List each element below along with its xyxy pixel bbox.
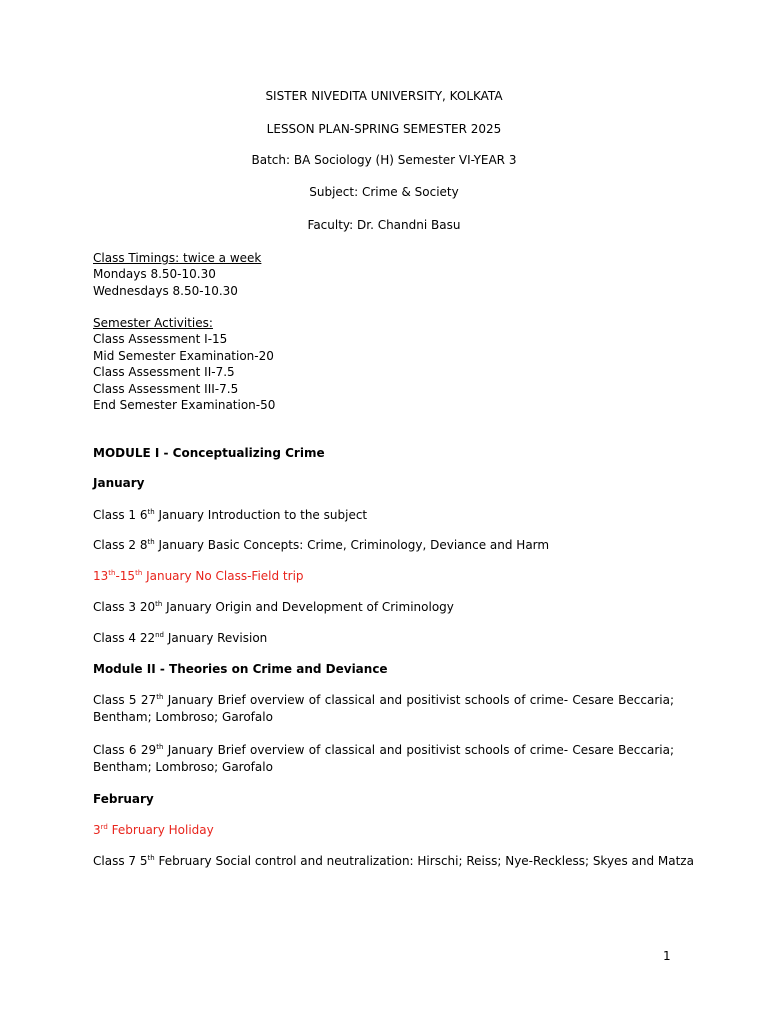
- batch-line: Batch: BA Sociology (H) Semester VI-YEAR 3: [251, 153, 517, 167]
- activity-line: Class Assessment III-7.5: [93, 382, 239, 396]
- timing-line: Wednesdays 8.50-10.30: [93, 284, 238, 298]
- field-trip-notice: 13th-15th January No Class-Field trip: [93, 569, 304, 583]
- page-number: 1: [663, 949, 671, 963]
- activity-line: Class Assessment II-7.5: [93, 365, 235, 379]
- month-february: February: [93, 792, 154, 806]
- class-6-entry: Class 6 29th January Brief overview of classical and positivist schools of crime- Cesare Beccaria; Bentham; Lombroso; Garofalo: [93, 743, 674, 774]
- timings-heading: Class Timings: twice a week: [93, 251, 262, 265]
- class-3-entry: Class 3 20th January Origin and Development of Criminology: [93, 600, 454, 614]
- activity-line: Mid Semester Examination-20: [93, 349, 274, 363]
- plan-title: LESSON PLAN-SPRING SEMESTER 2025: [266, 122, 502, 136]
- class-7-entry: Class 7 5th February Social control and neutralization: Hirschi; Reiss; Nye-Reckless; Skyes and Matza: [93, 854, 694, 868]
- activities-heading: Semester Activities:: [93, 316, 213, 330]
- activity-line: End Semester Examination-50: [93, 398, 276, 412]
- class-4-entry: Class 4 22nd January Revision: [93, 631, 268, 645]
- faculty-line: Faculty: Dr. Chandni Basu: [307, 218, 461, 232]
- month-january: January: [93, 476, 145, 490]
- subject-line: Subject: Crime & Society: [309, 185, 459, 199]
- university-name: SISTER NIVEDITA UNIVERSITY, KOLKATA: [265, 89, 503, 103]
- module-1-heading: MODULE I - Conceptualizing Crime: [93, 446, 325, 460]
- class-5-entry: Class 5 27th January Brief overview of classical and positivist schools of crime- Cesare Beccaria; Bentham; Lombroso; Garofalo: [93, 693, 674, 724]
- holiday-notice: 3rd February Holiday: [93, 823, 214, 837]
- activity-line: Class Assessment I-15: [93, 332, 228, 346]
- class-1-entry: Class 1 6th January Introduction to the subject: [93, 508, 368, 522]
- class-2-entry: Class 2 8th January Basic Concepts: Crime, Criminology, Deviance and Harm: [93, 538, 550, 552]
- timing-line: Mondays 8.50-10.30: [93, 267, 216, 281]
- module-2-heading: Module II - Theories on Crime and Deviance: [93, 662, 388, 676]
